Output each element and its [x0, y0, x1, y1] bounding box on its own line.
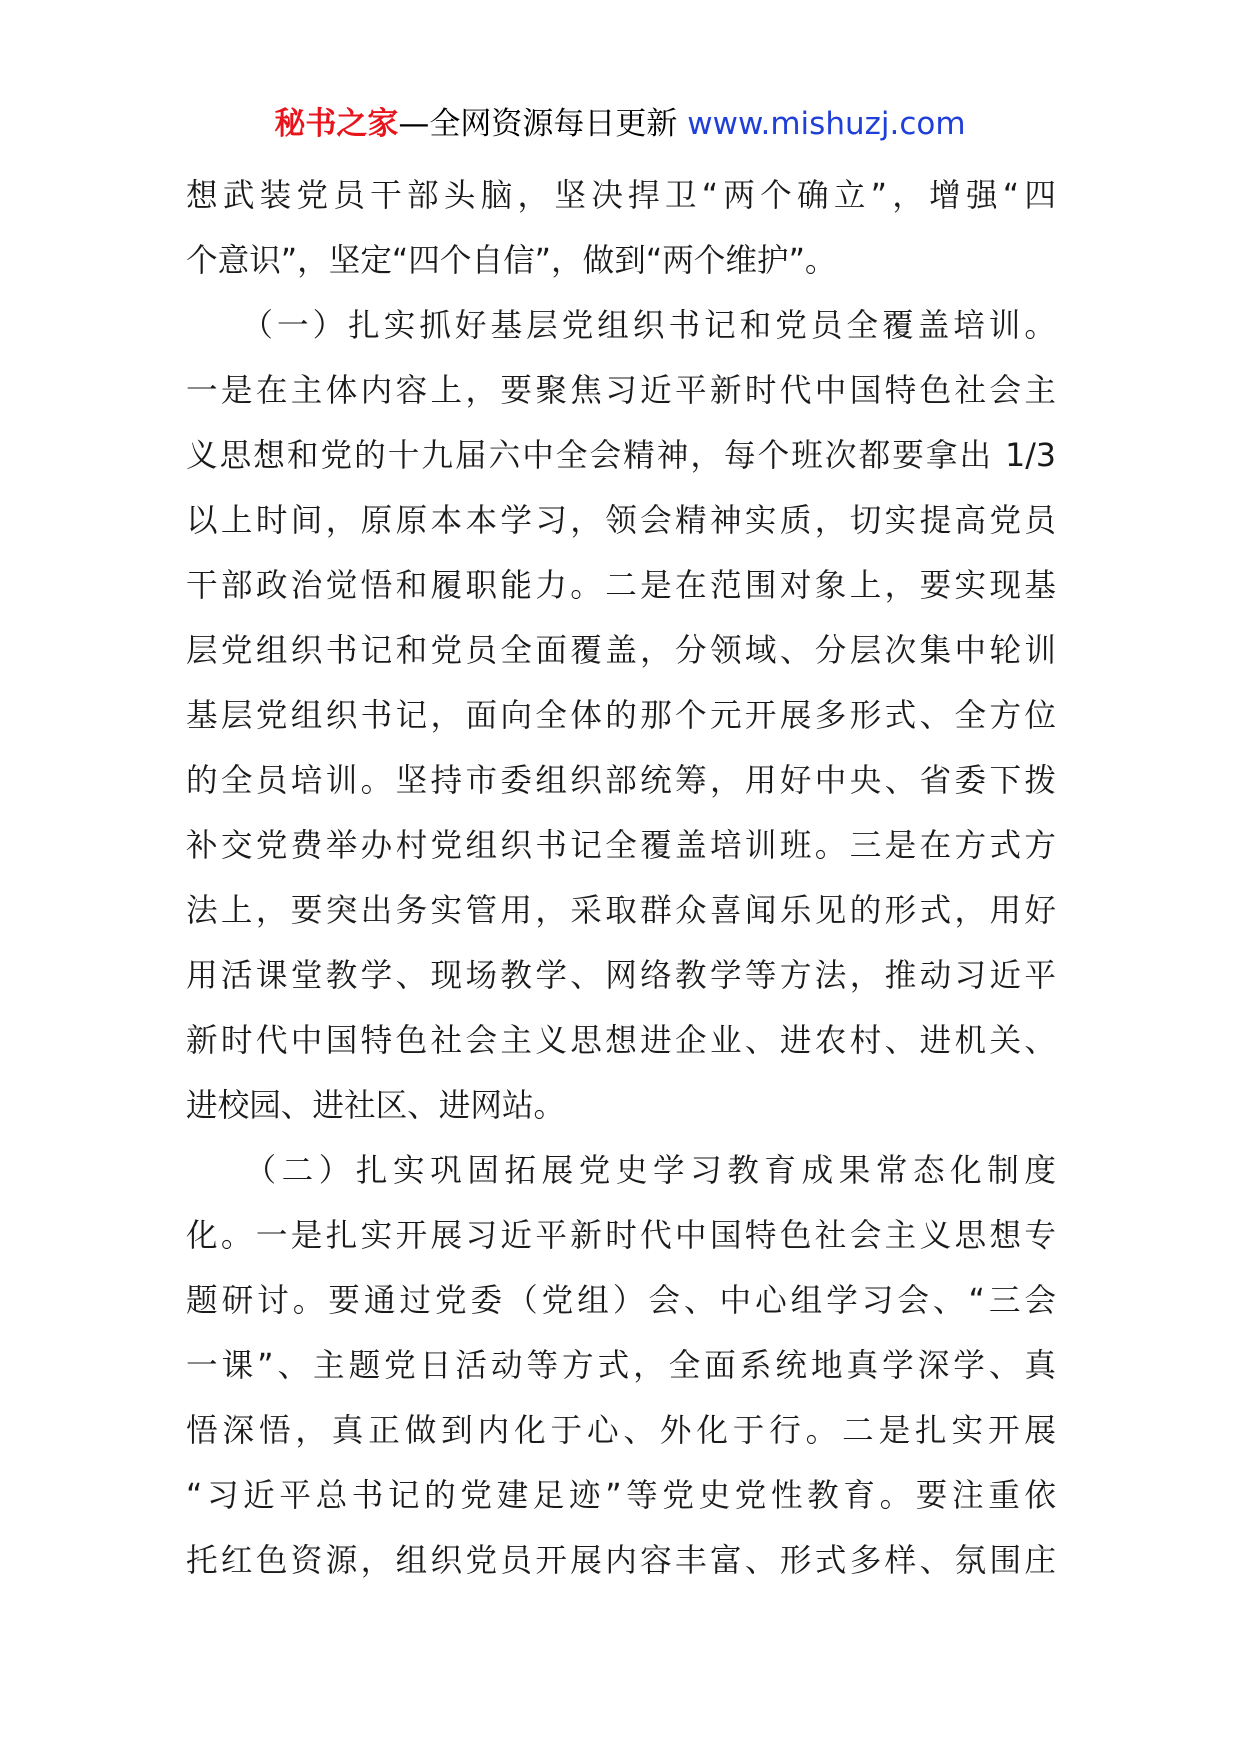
text-line: “习近平总书记的党建足迹”等党史党性教育。要注重依 [186, 1478, 1056, 1514]
site-url-link[interactable]: www.mishuzj.com [687, 106, 966, 142]
text-line: 补交党费举办村党组织书记全覆盖培训班。三是在方式方 [186, 828, 1056, 864]
text-line: 个意识”，坚定“四个自信”，做到“两个维护”。 [186, 243, 837, 279]
text-line: 干部政治觉悟和履职能力。二是在范围对象上，要实现基 [186, 568, 1056, 604]
text-line: 用活课堂教学、现场教学、网络教学等方法，推动习近平 [186, 958, 1056, 994]
text-line: 托红色资源，组织党员开展内容丰富、形式多样、氛围庄 [186, 1543, 1056, 1579]
text-line: 义思想和党的十九届六中全会精神，每个班次都要拿出 1/3 [186, 438, 1056, 474]
site-brand: 秘书之家 [274, 106, 399, 142]
text-line: 的全员培训。坚持市委组织部统筹，用好中央、省委下拨 [186, 763, 1056, 799]
text-line: 一课”、主题党日活动等方式，全面系统地真学深学、真 [186, 1348, 1056, 1384]
section-heading-1: （一）扎实抓好基层党组织书记和党员全覆盖培训。 [186, 308, 1056, 344]
text-line: 以上时间，原原本本学习，领会精神实质，切实提高党员 [186, 503, 1056, 539]
page-header [0, 104, 1240, 144]
text-line: 化。一是扎实开展习近平新时代中国特色社会主义思想专 [186, 1218, 1056, 1254]
text-line: 层党组织书记和党员全面覆盖，分领域、分层次集中轮训 [186, 633, 1056, 669]
text-line: 题研讨。要通过党委（党组）会、中心组学习会、“三会 [186, 1283, 1056, 1319]
text-line: 基层党组织书记，面向全体的那个元开展多形式、全方位 [186, 698, 1056, 734]
text-line: 想武装党员干部头脑，坚决捍卫“两个确立”，增强“四 [186, 178, 1056, 214]
text-line: 一是在主体内容上，要聚焦习近平新时代中国特色社会主 [186, 373, 1056, 409]
document-body [186, 164, 1056, 1594]
text-line: 法上，要突出务实管用，采取群众喜闻乐见的形式，用好 [186, 893, 1056, 929]
site-slogan: —全网资源每日更新 [398, 106, 688, 142]
text-line: 新时代中国特色社会主义思想进企业、进农村、进机关、 [186, 1023, 1056, 1059]
text-line: 进校园、进社区、进网站。 [186, 1088, 566, 1124]
section-heading-2: （二）扎实巩固拓展党史学习教育成果常态化制度 [186, 1153, 1056, 1189]
text-line: 悟深悟，真正做到内化于心、外化于行。二是扎实开展 [186, 1413, 1056, 1449]
